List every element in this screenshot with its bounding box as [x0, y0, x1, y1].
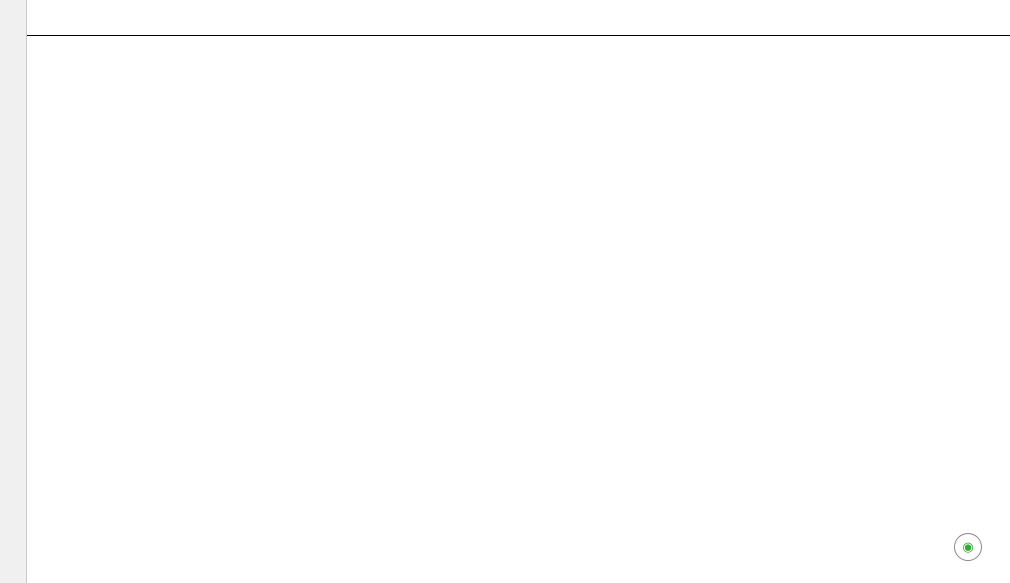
wechat-icon: ◉: [954, 533, 982, 561]
sheet-title: [27, 0, 1010, 36]
row-number-gutter: [0, 0, 27, 583]
watermark: [954, 533, 988, 561]
